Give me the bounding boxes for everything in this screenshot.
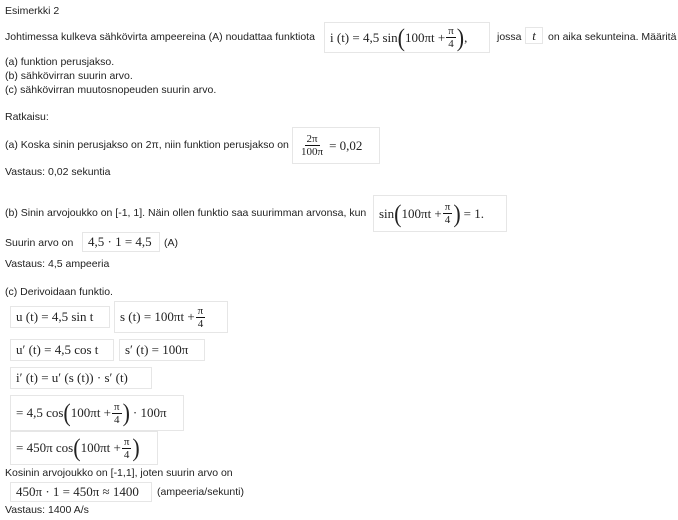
formula-t: t: [525, 27, 543, 44]
answer-c: Vastaus: 1400 A/s: [5, 504, 89, 516]
solution-c-text: (c) Derivoidaan funktio.: [5, 286, 113, 298]
paren-open: (: [394, 198, 402, 228]
max-unit-b: (A): [164, 237, 178, 249]
formula-s: [114, 301, 228, 333]
fraction-pi-4: [446, 25, 456, 50]
fraction-num: π: [448, 25, 454, 37]
sin-label: sin: [379, 205, 395, 221]
solution-heading: Ratkaisu:: [5, 111, 49, 123]
fraction-num: 2π: [306, 133, 318, 145]
fraction-pi-4: [112, 401, 122, 426]
formula-step-2: [10, 431, 158, 465]
fraction-den: 4: [444, 214, 451, 226]
solution-b-text: (b) Sinin arvojoukko on [-1, 1]. Näin ollen funktio saa suurimman arvonsa, kun: [5, 207, 367, 219]
s-prefix: s (t) = 100πt +: [120, 309, 195, 324]
formula-i-t: [324, 22, 490, 53]
step1-suffix: · 100π: [132, 405, 167, 420]
page-title: Esimerkki 2: [5, 5, 60, 17]
paren-close: ): [132, 433, 140, 462]
fraction-pi-4: [196, 305, 206, 330]
fraction-pi-4: [122, 436, 132, 461]
sin-inner: 100πt +: [401, 205, 442, 221]
formula-max-b: 4,5 · 1 = 4,5: [82, 232, 160, 252]
fraction-den: 4: [197, 317, 204, 330]
fraction-den: 100π: [301, 146, 324, 158]
part-c: (c) sähkövirran muutosnopeuden suurin arvo.: [5, 84, 217, 96]
max-unit-c: (ampeeria/sekunti): [157, 486, 244, 498]
problem-rest: on aika sekunteina. Määritä: [548, 31, 677, 43]
formula-i-prime: i′ (t) = u′ (s (t)) · s′ (t): [10, 367, 152, 389]
fraction-num: π: [123, 435, 130, 448]
max-label-b: Suurin arvo on: [5, 237, 74, 249]
paren-close: ): [453, 198, 461, 228]
formula-period: [292, 127, 380, 164]
step1-prefix: = 4,5 cos: [16, 405, 64, 420]
problem-intro: Johtimessa kulkeva sähkövirta ampeereina (A) noudattaa funktiota: [5, 31, 315, 43]
part-b: (b) sähkövirran suurin arvo.: [5, 70, 133, 82]
formula-u: u (t) = 4,5 sin t: [10, 306, 110, 328]
fraction-num: π: [197, 304, 204, 317]
paren-open: (: [397, 22, 405, 52]
solution-a-text: (a) Koska sinin perusjakso on 2π, niin funktion perusjakso on: [5, 139, 289, 151]
fraction-den: 4: [123, 448, 130, 461]
paren-close: ): [122, 398, 130, 427]
formula-inner: 100πt +: [404, 29, 446, 45]
fraction-pi-4: [443, 201, 453, 226]
fraction-num: π: [114, 400, 120, 413]
formula-comma: ,: [464, 29, 468, 45]
step1-inner: 100πt +: [70, 405, 112, 420]
formula-step-1: [10, 395, 184, 431]
fraction-period: [299, 133, 325, 158]
part-a: (a) funktion perusjakso.: [5, 56, 115, 68]
formula-sin-equals-1: [373, 195, 507, 232]
fraction-den: 4: [114, 413, 120, 426]
formula-lhs: i (t) = 4,5 sin: [330, 29, 398, 45]
step2-inner: 100πt +: [80, 440, 121, 455]
period-result: = 0,02: [329, 137, 363, 153]
formula-s-prime: s′ (t) = 100π: [119, 339, 205, 361]
paren-open: (: [63, 398, 71, 427]
formula-max-c: 450π · 1 = 450π ≈ 1400: [10, 482, 152, 502]
paren-close: ): [456, 22, 465, 52]
answer-a: Vastaus: 0,02 sekuntia: [5, 166, 111, 178]
cos-range-text: Kosinin arvojoukko on [-1,1], joten suurin arvo on: [5, 467, 233, 479]
answer-b: Vastaus: 4,5 ampeeria: [5, 258, 110, 270]
paren-open: (: [73, 433, 81, 462]
jossa-text: jossa: [497, 31, 522, 43]
step2-prefix: = 450π cos: [16, 440, 74, 455]
sin-result: = 1.: [463, 205, 484, 221]
formula-u-prime: u′ (t) = 4,5 cos t: [10, 339, 114, 361]
fraction-den: 4: [448, 38, 454, 50]
fraction-num: π: [444, 201, 451, 213]
